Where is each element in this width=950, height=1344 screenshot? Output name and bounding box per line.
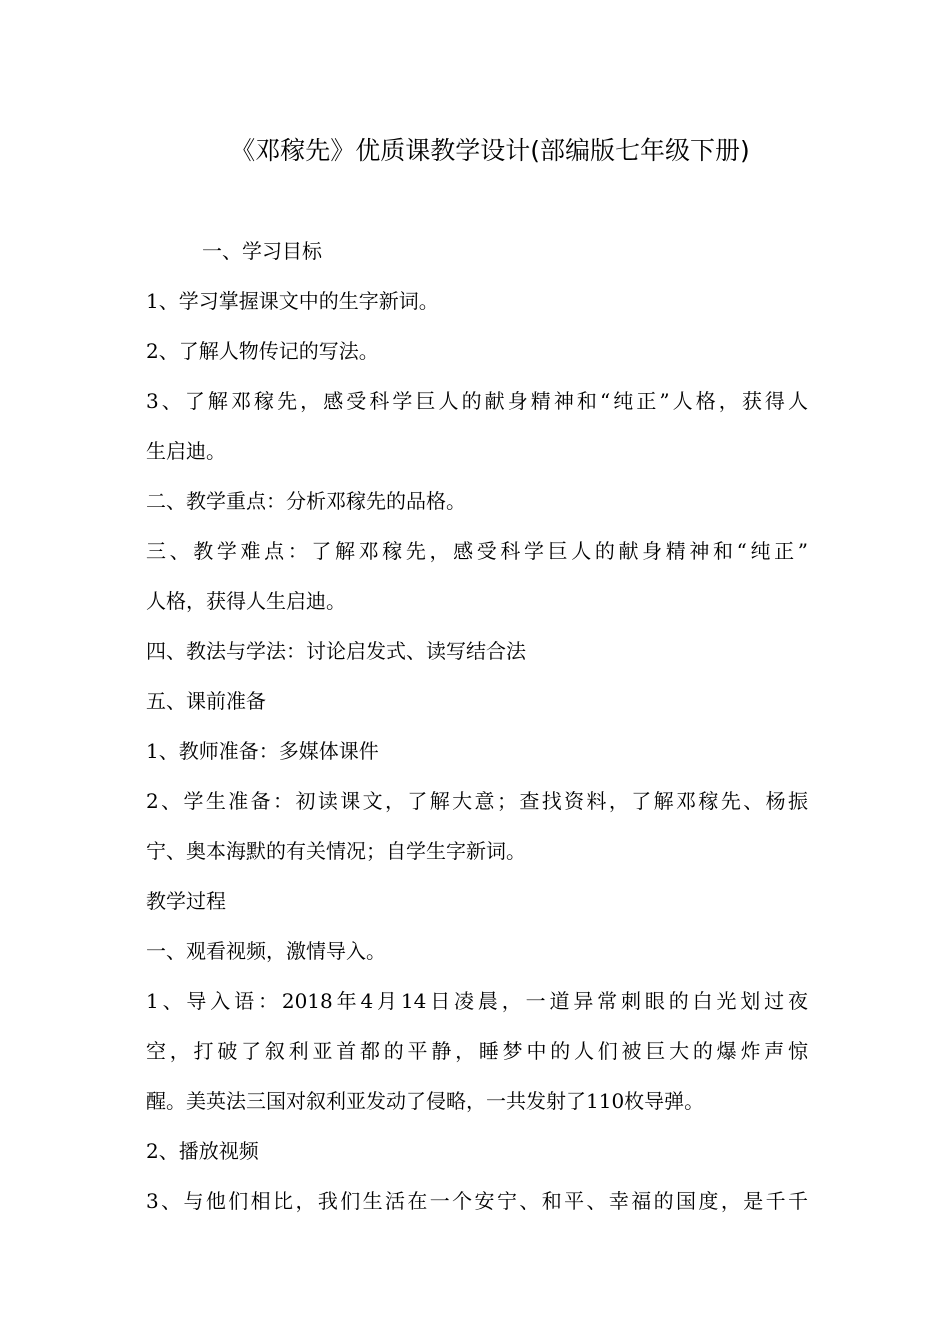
paragraph-line: 二、教学重点：分析邓稼先的品格。 bbox=[146, 489, 466, 513]
paragraph-line: 3、了解邓稼先，感受科学巨人的献身精神和“纯正”人格，获得人 bbox=[146, 389, 808, 413]
paragraph-line: 空，打破了叙利亚首都的平静，睡梦中的人们被巨大的爆炸声惊 bbox=[146, 1039, 808, 1063]
paragraph-line: 1、学习掌握课文中的生字新词。 bbox=[146, 289, 439, 313]
document-body bbox=[146, 226, 808, 1226]
paragraph-line: 三、教学难点：了解邓稼先，感受科学巨人的献身精神和“纯正” bbox=[146, 539, 808, 563]
paragraph-line: 2、学生准备：初读课文，了解大意；查找资料，了解邓稼先、杨振 bbox=[146, 789, 808, 813]
paragraph-line: 五、课前准备 bbox=[146, 689, 266, 713]
paragraph-line: 2、播放视频 bbox=[146, 1139, 259, 1163]
section-heading-learning-goals: 一、学习目标 bbox=[202, 239, 322, 263]
paragraph-line: 2、了解人物传记的写法。 bbox=[146, 339, 379, 363]
paragraph-line: 一、观看视频，激情导入。 bbox=[146, 939, 386, 963]
paragraph-line: 四、教法与学法：讨论启发式、读写结合法 bbox=[146, 639, 526, 663]
paragraph-line: 宁、奥本海默的有关情况；自学生字新词。 bbox=[146, 839, 526, 863]
paragraph-line: 1、导入语：2018年4月14日凌晨，一道异常刺眼的白光划过夜 bbox=[146, 989, 808, 1013]
paragraph-line: 醒。美英法三国对叙利亚发动了侵略，一共发射了110枚导弹。 bbox=[146, 1089, 705, 1113]
section-heading-teaching-process: 教学过程 bbox=[146, 889, 226, 913]
paragraph-line: 人格，获得人生启迪。 bbox=[146, 589, 346, 613]
paragraph-line: 1、教师准备：多媒体课件 bbox=[146, 739, 379, 763]
paragraph-line: 生启迪。 bbox=[146, 439, 226, 463]
paragraph-line: 3、与他们相比，我们生活在一个安宁、和平、幸福的国度，是千千 bbox=[146, 1189, 808, 1213]
document-title: 《邓稼先》优质课教学设计(部编版七年级下册) bbox=[230, 136, 750, 165]
